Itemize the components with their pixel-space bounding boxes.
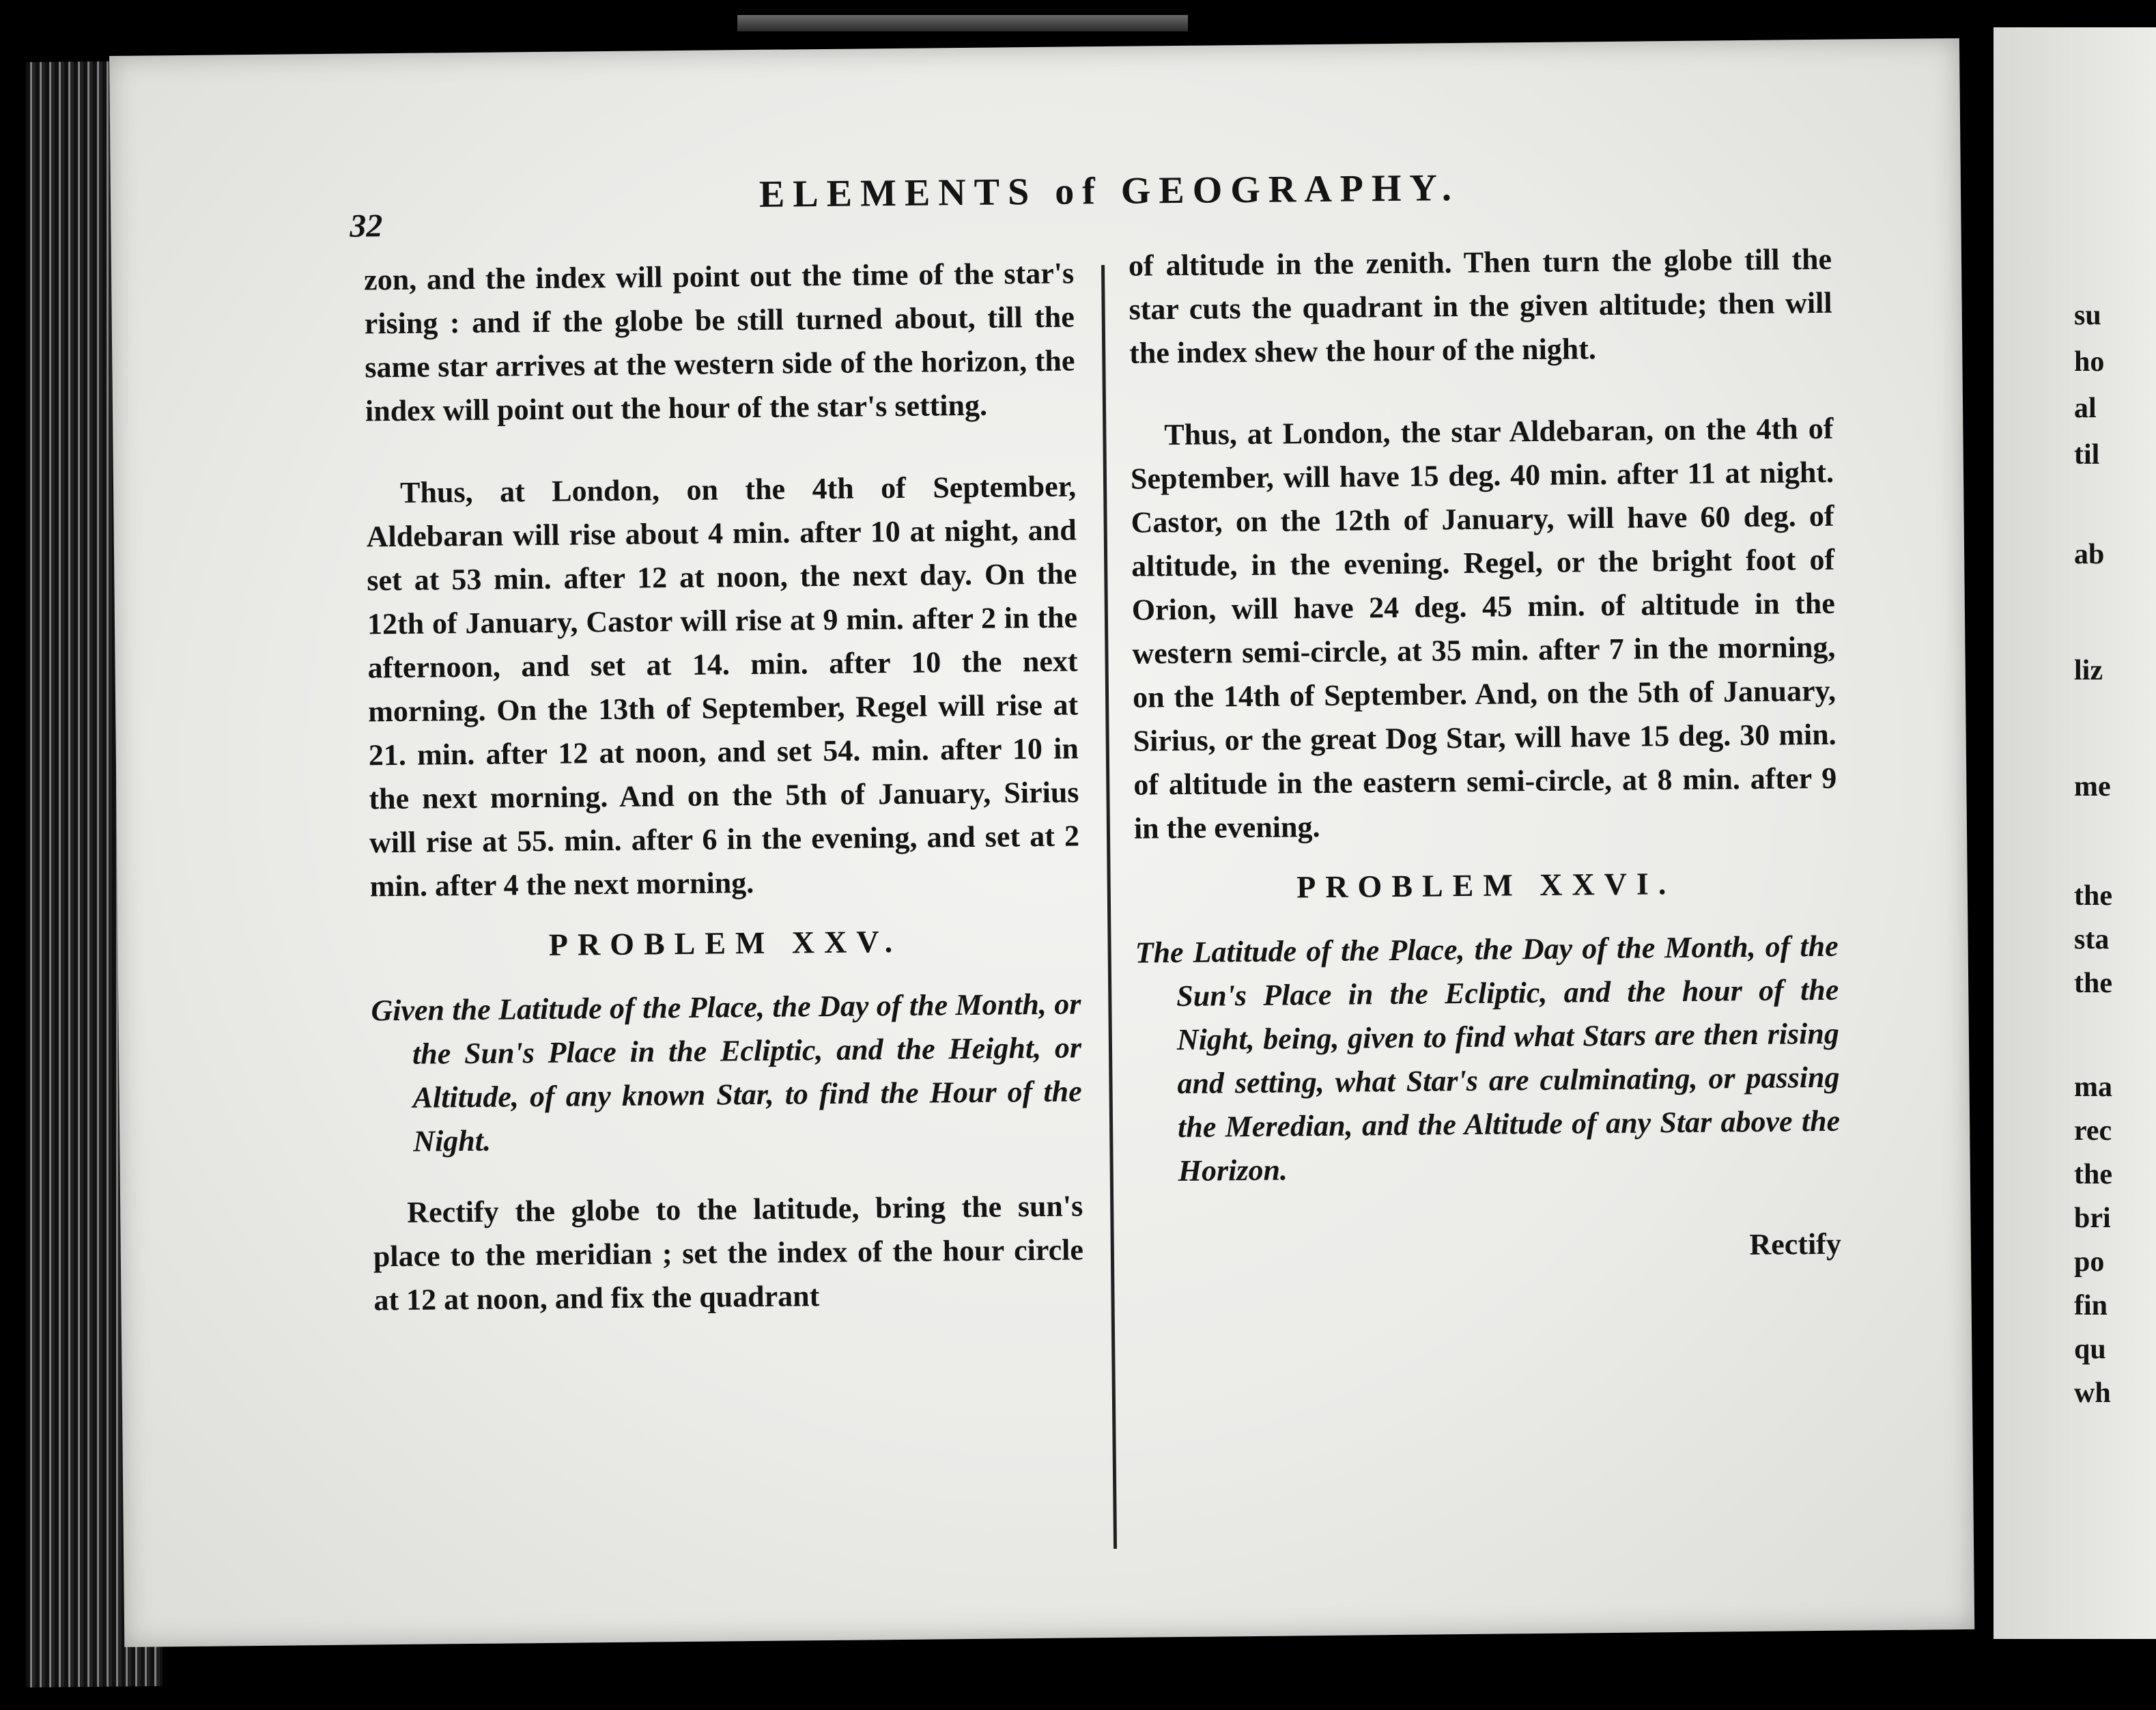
paragraph: Thus, at London, on the 4th of September, Aldebaran will rise about 4 min. after 10 at night, and set at 53 min. after 12 at noon, the next day. On the 12th of January, Castor will rise at 9 min. after 2 in the afternoon, and set at 14. min. after 10 the next morning. On the 13th of September, Regel will rise at 21. min. after 12 at noon, and set 54. min. after 10 in the next morning. And on the 5th of January, Sirius will rise at 55. min. after 6 in the evening, and set at 2 min. after 4 the next morning. (366, 469, 1080, 903)
binding-band (737, 15, 1188, 31)
column-divider (1101, 265, 1117, 1549)
fragment: po (2074, 1246, 2105, 1278)
right-column (1129, 238, 1841, 1273)
paragraph: Rectify the globe to the latitude, bring the sun's place to the meridian ; set the index of the hour circle at 12 at noon, and fix the quadrant (373, 1189, 1084, 1317)
problem-statement: Given the Latitude of the Place, the Day of the Month, or the Sun's Place in the Ecliptic, and the Height, or Altitude, of any known Star, to find the Hour of the Night. (371, 987, 1082, 1158)
fragment: wh (2074, 1377, 2111, 1409)
running-head: ELEMENTS of GEOGRAPHY. (758, 167, 1460, 216)
fragment: the (2074, 968, 2112, 999)
page-number: 32 (350, 208, 383, 244)
paragraph: of altitude in the zenith. Then turn the globe till the star cuts the quadrant in the given altitude; then will the index shew the hour of the night. (1128, 242, 1832, 370)
paragraph: zon, and the index will point out the time of the star's rising : and if the globe be still turned about, till the same star arrives at the western side of the horizon, the index will point out the hour of the star's setting. (363, 256, 1075, 428)
fragment: sta (2074, 924, 2110, 955)
fragment: qu (2074, 1334, 2106, 1365)
fragment: ho (2074, 346, 2105, 378)
fragment: the (2074, 880, 2112, 912)
book-page (109, 38, 1974, 1647)
fragment: ab (2074, 539, 2105, 570)
fragment: rec (2074, 1115, 2112, 1147)
fragment: fin (2074, 1290, 2108, 1321)
fragment: me (2074, 771, 2111, 802)
fragment: bri (2074, 1203, 2111, 1234)
fragment: the (2074, 1159, 2112, 1190)
fragment: ma (2074, 1071, 2112, 1103)
problem-heading: PROBLEM XXV. (548, 923, 903, 962)
paragraph: Thus, at London, the star Aldebaran, on the 4th of September, will have 15 deg. 40 min. after 11 at night. Castor, on the 12th of January, will have 60 deg. of altitude, in the evening. Regel, or the bright foot of Orion, will have 24 deg. 45 min. of altitude in the western semi-circle, at 35 min. after 7 in the morning, on the 14th of September. And, on the 5th of January, Sirius, or the great Dog Star, will have 15 deg. 30 min. of altitude in the eastern semi-circle, at 8 min. after 9 in the evening. (1130, 411, 1837, 845)
catchword: Rectify (1749, 1227, 1842, 1262)
problem-heading: PROBLEM XXVI. (1296, 866, 1676, 905)
left-column (364, 251, 1084, 1322)
fragment: til (2074, 439, 2100, 471)
fragment: al (2074, 393, 2097, 424)
fragment: su (2074, 300, 2101, 331)
fragment: liz (2074, 655, 2103, 686)
problem-statement: The Latitude of the Place, the Day of the Month, of the Sun's Place in the Ecliptic, and the hour of the Night, being, given to find what Stars are then rising and setting, what Star's are culminating, or passing the Meredian, and the Altitude of any Star above the Horizon. (1135, 929, 1841, 1188)
facing-page (1994, 27, 2156, 1639)
